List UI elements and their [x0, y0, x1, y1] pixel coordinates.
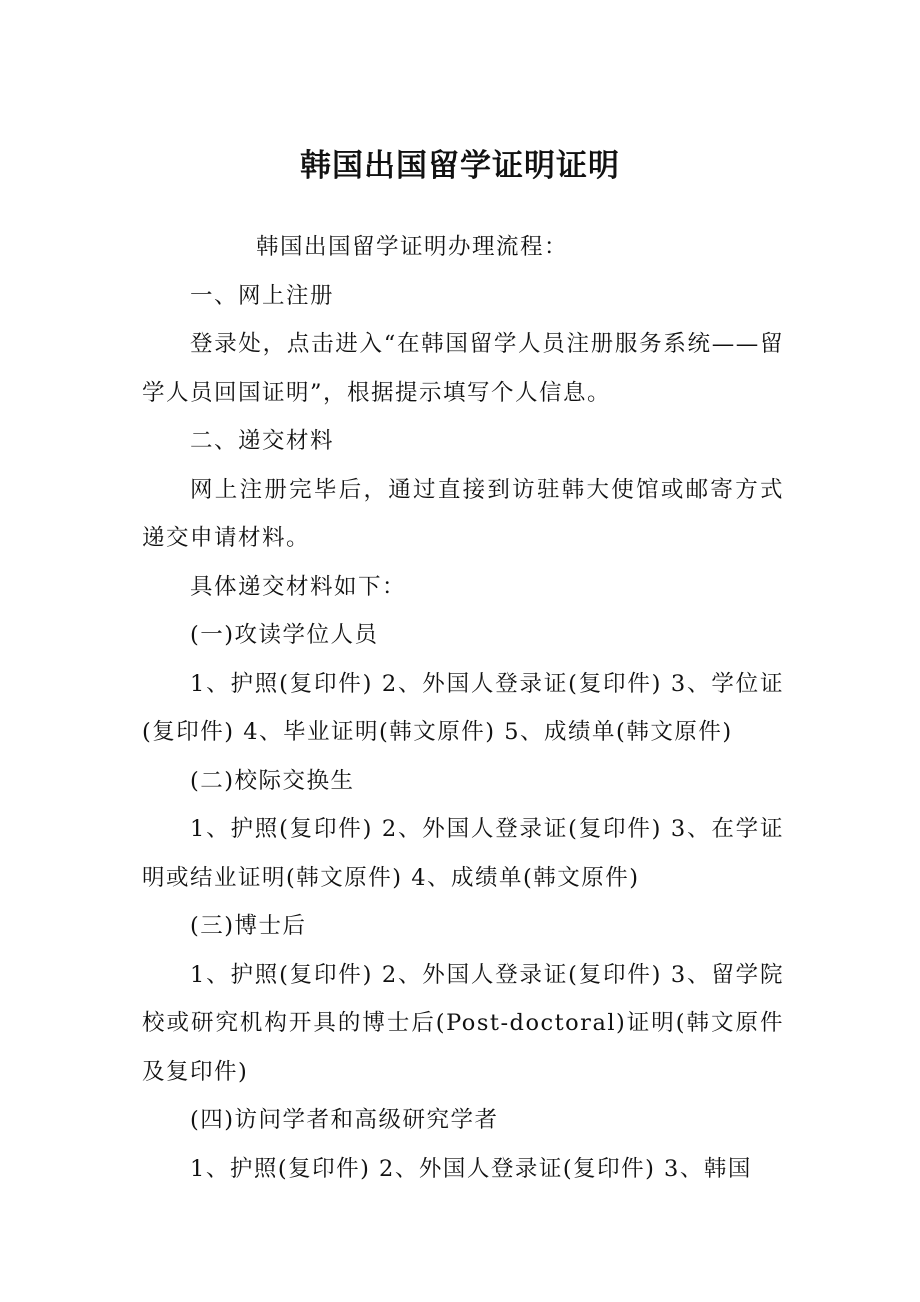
paragraph-intro: 韩国出国留学证明办理流程： [256, 234, 569, 260]
heading-online-registration: 一、网上注册 [190, 282, 335, 309]
paragraph-materials-intro: 具体递交材料如下： [190, 573, 407, 600]
document-title: 韩国出国留学证明证明 [300, 148, 620, 184]
list-degree-student-materials: 1、护照(复印件) 2、外国人登录证(复印件) 3、学位证(复印件) 4、毕业证明(韩文原件) 5、成绩单(韩文原件) [142, 670, 784, 745]
paragraph-registration-instructions: 登录处，点击进入“在韩国留学人员注册服务系统——留学人员回国证明”，根据提示填写个人信息。 [142, 331, 784, 406]
heading-submit-materials: 二、递交材料 [190, 428, 335, 454]
subheading-postdoctoral: (三)博士后 [190, 913, 307, 939]
paragraph-submission-method: 网上注册完毕后，通过直接到访驻韩大使馆或邮寄方式递交申请材料。 [142, 476, 784, 551]
subheading-degree-students: (一)攻读学位人员 [190, 622, 379, 648]
subheading-exchange-students: (二)校际交换生 [190, 767, 355, 794]
list-postdoctoral-materials: 1、护照(复印件) 2、外国人登录证(复印件) 3、留学院校或研究机构开具的博士后(Post-doctoral)证明(韩文原件及复印件) [142, 961, 784, 1085]
subheading-visiting-scholars: (四)访问学者和高级研究学者 [190, 1107, 499, 1133]
list-visiting-scholar-materials: 1、护照(复印件) 2、外国人登录证(复印件) 3、韩国 [190, 1155, 752, 1182]
document-body [142, 223, 784, 1193]
list-exchange-student-materials: 1、护照(复印件) 2、外国人登录证(复印件) 3、在学证明或结业证明(韩文原件) 4、成绩单(韩文原件) [142, 816, 784, 891]
